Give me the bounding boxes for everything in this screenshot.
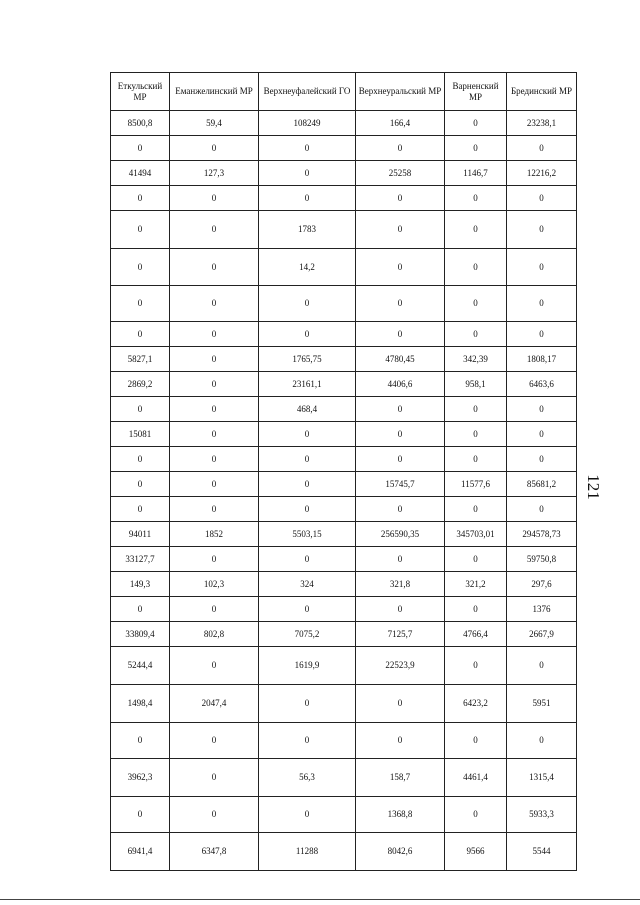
table-cell: 0 <box>356 597 445 622</box>
table-cell: 0 <box>507 497 577 522</box>
table-cell: 11577,6 <box>445 472 507 497</box>
table-cell: 0 <box>356 497 445 522</box>
data-table <box>110 72 577 871</box>
table-cell: 0 <box>170 286 259 322</box>
table-cell: 0 <box>170 211 259 249</box>
table-cell: 4766,4 <box>445 622 507 647</box>
table-row <box>111 759 577 797</box>
table-cell: 0 <box>445 249 507 286</box>
table-cell: 0 <box>507 286 577 322</box>
table-cell: 0 <box>356 322 445 347</box>
table-row <box>111 833 577 871</box>
column-header: Варненский МР <box>445 73 507 111</box>
table-cell: 0 <box>170 136 259 161</box>
table-row <box>111 497 577 522</box>
table-cell: 0 <box>445 111 507 136</box>
table-row <box>111 522 577 547</box>
table-cell: 0 <box>445 286 507 322</box>
table-cell: 0 <box>170 647 259 685</box>
table-cell: 0 <box>259 797 356 833</box>
table-row <box>111 597 577 622</box>
table-cell: 8500,8 <box>111 111 170 136</box>
table-cell: 0 <box>170 472 259 497</box>
table-cell: 0 <box>259 472 356 497</box>
table-row <box>111 547 577 572</box>
table-cell: 0 <box>170 759 259 797</box>
table-cell: 0 <box>507 723 577 759</box>
table-cell: 23161,1 <box>259 372 356 397</box>
table-cell: 6463,6 <box>507 372 577 397</box>
table-cell: 0 <box>356 397 445 422</box>
table-cell: 0 <box>170 547 259 572</box>
table-cell: 0 <box>445 211 507 249</box>
table-cell: 2869,2 <box>111 372 170 397</box>
bottom-rule <box>0 899 640 900</box>
table-cell: 33127,7 <box>111 547 170 572</box>
table-cell: 9566 <box>445 833 507 871</box>
table-row <box>111 397 577 422</box>
table-cell: 0 <box>445 597 507 622</box>
column-header: Еманжелинский МР <box>170 73 259 111</box>
table-cell: 56,3 <box>259 759 356 797</box>
table-cell: 256590,35 <box>356 522 445 547</box>
table-cell: 6423,2 <box>445 685 507 723</box>
table-row <box>111 447 577 472</box>
table-cell: 3962,3 <box>111 759 170 797</box>
table-cell: 1852 <box>170 522 259 547</box>
table-header <box>111 73 577 111</box>
table-cell: 5244,4 <box>111 647 170 685</box>
table-cell: 0 <box>445 723 507 759</box>
table-cell: 0 <box>111 447 170 472</box>
table-cell: 0 <box>445 447 507 472</box>
table-cell: 5503,15 <box>259 522 356 547</box>
table-cell: 0 <box>111 723 170 759</box>
table-cell: 345703,01 <box>445 522 507 547</box>
table-cell: 15745,7 <box>356 472 445 497</box>
column-header: Верхнеуральский МР <box>356 73 445 111</box>
table-cell: 0 <box>111 397 170 422</box>
table-cell: 0 <box>170 497 259 522</box>
table-cell: 0 <box>445 797 507 833</box>
table-row <box>111 647 577 685</box>
table-cell: 321,8 <box>356 572 445 597</box>
table-cell: 1765,75 <box>259 347 356 372</box>
table-cell: 7075,2 <box>259 622 356 647</box>
table-cell: 102,3 <box>170 572 259 597</box>
table-cell: 0 <box>170 347 259 372</box>
table-cell: 0 <box>356 447 445 472</box>
table-row <box>111 347 577 372</box>
table-cell: 0 <box>259 723 356 759</box>
table-cell: 22523,9 <box>356 647 445 685</box>
table-cell: 0 <box>259 497 356 522</box>
table-cell: 0 <box>356 422 445 447</box>
column-header: Верхнеуфалейский ГО <box>259 73 356 111</box>
table-cell: 2047,4 <box>170 685 259 723</box>
table-row <box>111 211 577 249</box>
table-cell: 0 <box>356 249 445 286</box>
table-cell: 0 <box>356 685 445 723</box>
table-cell: 0 <box>170 397 259 422</box>
table-cell: 0 <box>507 397 577 422</box>
table-cell: 0 <box>259 422 356 447</box>
table-cell: 1146,7 <box>445 161 507 186</box>
table-cell: 324 <box>259 572 356 597</box>
table-cell: 108249 <box>259 111 356 136</box>
table-row <box>111 161 577 186</box>
table-cell: 0 <box>507 136 577 161</box>
table-cell: 0 <box>259 161 356 186</box>
table-cell: 166,4 <box>356 111 445 136</box>
table-cell: 0 <box>507 447 577 472</box>
column-header: Брединский МР <box>507 73 577 111</box>
table-cell: 0 <box>445 136 507 161</box>
table-cell: 0 <box>259 286 356 322</box>
table-cell: 1315,4 <box>507 759 577 797</box>
table-cell: 0 <box>111 249 170 286</box>
table-cell: 0 <box>111 186 170 211</box>
table-row <box>111 249 577 286</box>
table-row <box>111 372 577 397</box>
table-cell: 0 <box>259 136 356 161</box>
table-cell: 0 <box>507 422 577 447</box>
table-row <box>111 111 577 136</box>
table-cell: 85681,2 <box>507 472 577 497</box>
table-cell: 33809,4 <box>111 622 170 647</box>
table-cell: 6941,4 <box>111 833 170 871</box>
table-cell: 0 <box>170 723 259 759</box>
table-cell: 14,2 <box>259 249 356 286</box>
table-cell: 0 <box>111 797 170 833</box>
table-cell: 127,3 <box>170 161 259 186</box>
table-cell: 25258 <box>356 161 445 186</box>
table-cell: 41494 <box>111 161 170 186</box>
table-cell: 0 <box>356 186 445 211</box>
table-cell: 0 <box>445 397 507 422</box>
page-number: 121 <box>584 474 603 500</box>
table-cell: 0 <box>507 211 577 249</box>
table-cell: 0 <box>445 647 507 685</box>
table-cell: 12216,2 <box>507 161 577 186</box>
table-cell: 15081 <box>111 422 170 447</box>
table-cell: 0 <box>259 186 356 211</box>
table-cell: 8042,6 <box>356 833 445 871</box>
table-cell: 0 <box>111 597 170 622</box>
table-cell: 0 <box>259 685 356 723</box>
table-cell: 468,4 <box>259 397 356 422</box>
table-cell: 0 <box>170 597 259 622</box>
table-cell: 0 <box>170 322 259 347</box>
table-cell: 0 <box>259 322 356 347</box>
table-cell: 0 <box>111 472 170 497</box>
table-cell: 1368,8 <box>356 797 445 833</box>
table-cell: 0 <box>170 422 259 447</box>
table-cell: 297,6 <box>507 572 577 597</box>
table-cell: 1783 <box>259 211 356 249</box>
table-cell: 0 <box>259 447 356 472</box>
table-row <box>111 186 577 211</box>
table-cell: 59750,8 <box>507 547 577 572</box>
table-cell: 0 <box>170 447 259 472</box>
table-cell: 5933,3 <box>507 797 577 833</box>
table-cell: 94011 <box>111 522 170 547</box>
table-cell: 0 <box>111 136 170 161</box>
table-row <box>111 723 577 759</box>
table-cell: 5951 <box>507 685 577 723</box>
table-cell: 149,3 <box>111 572 170 597</box>
table-row <box>111 472 577 497</box>
table-row <box>111 136 577 161</box>
table-cell: 6347,8 <box>170 833 259 871</box>
table-cell: 0 <box>445 322 507 347</box>
table-row <box>111 797 577 833</box>
table-cell: 0 <box>170 372 259 397</box>
table-cell: 294578,73 <box>507 522 577 547</box>
table-cell: 0 <box>111 286 170 322</box>
table-row <box>111 572 577 597</box>
table-cell: 0 <box>170 249 259 286</box>
table-cell: 0 <box>507 186 577 211</box>
table-cell: 0 <box>356 211 445 249</box>
table-cell: 4406,6 <box>356 372 445 397</box>
table-cell: 11288 <box>259 833 356 871</box>
table-cell: 0 <box>111 497 170 522</box>
table-cell: 0 <box>111 211 170 249</box>
table-cell: 23238,1 <box>507 111 577 136</box>
table-cell: 0 <box>111 322 170 347</box>
table-cell: 4461,4 <box>445 759 507 797</box>
table-row <box>111 685 577 723</box>
table-cell: 0 <box>356 723 445 759</box>
column-header: Еткульский МР <box>111 73 170 111</box>
table-cell: 5827,1 <box>111 347 170 372</box>
table-cell: 0 <box>170 186 259 211</box>
table-row <box>111 286 577 322</box>
table-cell: 0 <box>445 497 507 522</box>
table-cell: 0 <box>170 797 259 833</box>
table-cell: 0 <box>507 647 577 685</box>
table-cell: 0 <box>356 286 445 322</box>
table-cell: 1376 <box>507 597 577 622</box>
table-cell: 0 <box>507 249 577 286</box>
table-row <box>111 422 577 447</box>
table-cell: 802,8 <box>170 622 259 647</box>
table-cell: 4780,45 <box>356 347 445 372</box>
table-body <box>111 111 577 871</box>
table-cell: 0 <box>259 597 356 622</box>
table-cell: 0 <box>445 186 507 211</box>
table-row <box>111 622 577 647</box>
table-cell: 2667,9 <box>507 622 577 647</box>
table-cell: 7125,7 <box>356 622 445 647</box>
table-header-row <box>111 73 577 111</box>
table-row <box>111 322 577 347</box>
table-cell: 321,2 <box>445 572 507 597</box>
table-cell: 0 <box>445 422 507 447</box>
table-cell: 1808,17 <box>507 347 577 372</box>
table-cell: 5544 <box>507 833 577 871</box>
table-cell: 59,4 <box>170 111 259 136</box>
table-cell: 958,1 <box>445 372 507 397</box>
table-cell: 0 <box>445 547 507 572</box>
table-cell: 0 <box>356 136 445 161</box>
table-cell: 158,7 <box>356 759 445 797</box>
table-cell: 0 <box>507 322 577 347</box>
table-cell: 1619,9 <box>259 647 356 685</box>
table-cell: 1498,4 <box>111 685 170 723</box>
table-cell: 342,39 <box>445 347 507 372</box>
table-cell: 0 <box>356 547 445 572</box>
table-cell: 0 <box>259 547 356 572</box>
